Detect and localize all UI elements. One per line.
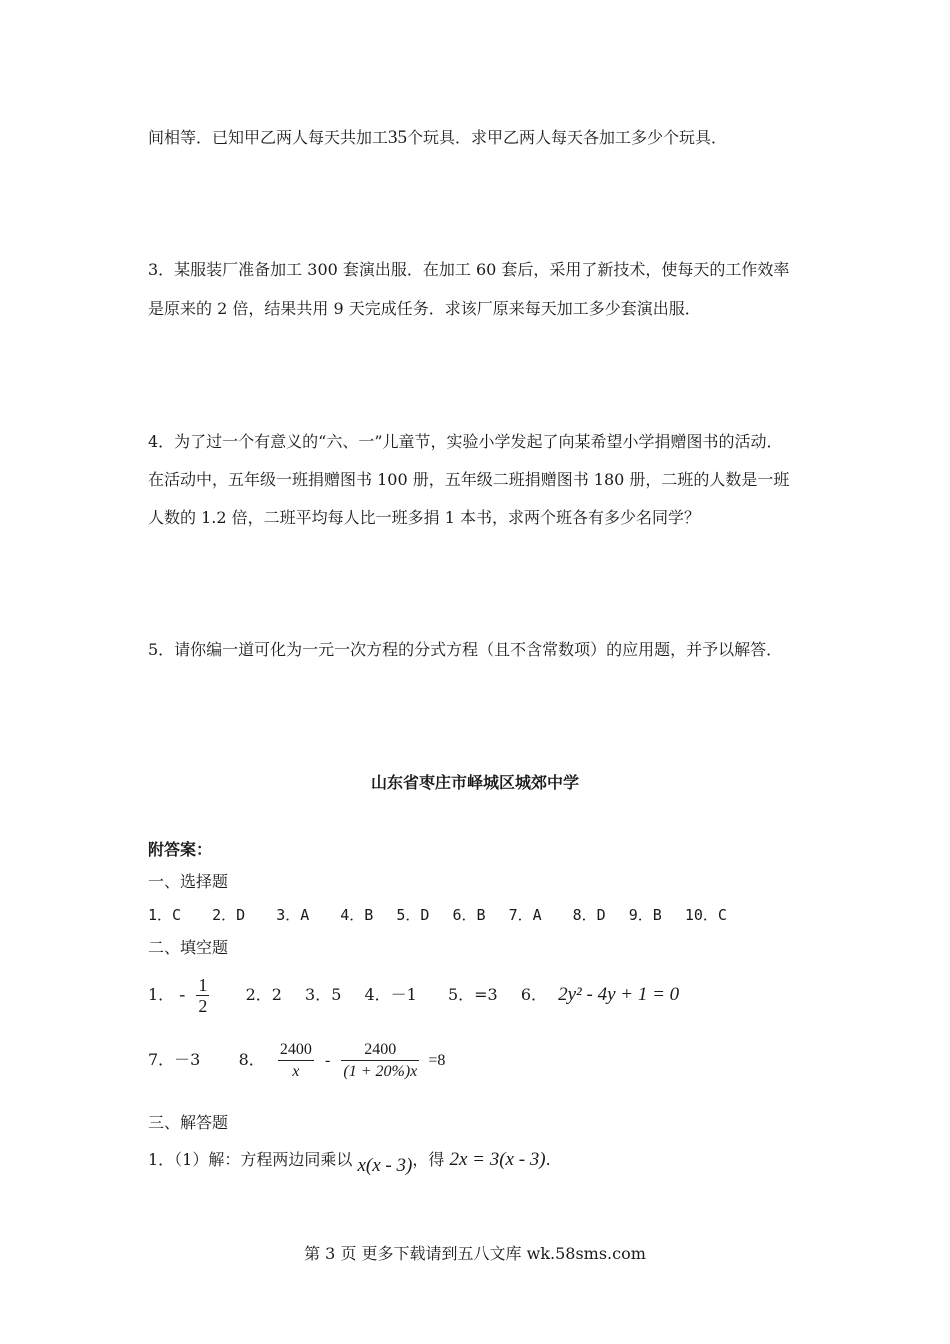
fill-7: 7．－3 [148, 1050, 201, 1069]
fill-8-minus: - [324, 1052, 331, 1069]
fill-8-label: 8． [238, 1050, 265, 1069]
solve-1-end: . [545, 1150, 551, 1169]
fill-6-equation: 2y² - 4y + 1 = 0 [558, 984, 680, 1005]
fill-3: 3．5 [305, 985, 342, 1004]
choice-answer: 7．A [508, 906, 542, 924]
section-3-title: 三、解答题 [148, 1113, 229, 1132]
fraction-denominator: x [278, 1060, 314, 1082]
fill-1-label: 1． [148, 985, 175, 1004]
choice-answer: 1．C [148, 906, 182, 924]
fraction-numerator: 2400 [364, 1041, 397, 1058]
section-2-title: 二、填空题 [148, 938, 229, 957]
fill-5: 5．=3 [447, 985, 498, 1004]
section-1-title: 一、选择题 [148, 872, 229, 891]
solve-1-mid: ，得 [412, 1150, 445, 1169]
choice-answer: 4．B [340, 906, 374, 924]
p2-number: 35 [388, 127, 408, 148]
fill-8-rhs: =8 [428, 1052, 446, 1069]
choice-answer: 8．D [572, 906, 606, 924]
school-heading: 山东省枣庄市峄城区城郊中学 [370, 773, 579, 792]
fraction-numerator: 2400 [279, 1041, 312, 1058]
fill-6-label: 6． [520, 985, 548, 1004]
problem-4-line-1: 4．为了过一个有意义的“六、一”儿童节，实验小学发起了向某希望小学捐赠图书的活动． [148, 432, 783, 451]
fraction-denominator: 2 [198, 996, 208, 1016]
fraction-denominator: (1 + 20%)x [341, 1060, 419, 1082]
choice-answers [148, 904, 727, 926]
choice-answer: 6．B [452, 906, 486, 924]
problem-5-line-1: 5．请你编一道可化为一元一次方程的分式方程（且不含常数项）的应用题，并予以解答． [148, 640, 783, 659]
solve-1-line [148, 1145, 551, 1175]
fill-4: 4．－1 [364, 985, 417, 1004]
p2-text-b: 个玩具．求甲乙两人每天各加工多少个玩具． [407, 128, 728, 147]
choice-answer: 2．D [212, 906, 246, 924]
answers-title: 附答案： [148, 840, 213, 859]
fill-1-sign: - [179, 984, 186, 1004]
solve-1-expr-1: x(x - 3) [357, 1155, 413, 1176]
problem-2-continuation [148, 127, 727, 149]
problem-4-line-2: 在活动中，五年级一班捐赠图书 100 册，五年级二班捐赠图书 180 册，二班的人数是一班 [148, 470, 790, 489]
choice-answer: 10．C [684, 906, 727, 924]
p2-text-a: 间相等．已知甲乙两人每天共加工 [148, 128, 389, 147]
fill-8-fraction-2 [341, 1039, 419, 1082]
choice-answer: 9．B [628, 906, 662, 924]
choice-answer: 3．A [276, 906, 310, 924]
problem-3-line-1: 3．某服装厂准备加工 300 套演出服．在加工 60 套后，采用了新技术，使每天的工作效率 [148, 260, 790, 279]
problem-4-line-3: 人数的 1.2 倍，二班平均每人比一班多捐 1 本书，求两个班各有多少名同学？ [148, 508, 700, 527]
fill-2: 2．2 [245, 985, 282, 1004]
solve-1-text: 1．（1）解：方程两边同乘以 [148, 1150, 353, 1169]
problem-3-line-2: 是原来的 2 倍，结果共用 9 天完成任务．求该厂原来每天加工多少套演出服． [148, 299, 701, 318]
page-footer: 第 3 页 更多下载请到五八文库 wk.58sms.com [304, 1244, 646, 1263]
fraction-numerator: 1 [198, 975, 208, 995]
fill-answers-row-2 [148, 1037, 445, 1083]
choice-answer: 5．D [396, 906, 430, 924]
fill-1-fraction [196, 975, 209, 1016]
fill-8-fraction-1 [278, 1039, 314, 1082]
fill-answers-row-1 [148, 972, 679, 1016]
solve-1-expr-2: 2x = 3(x - 3) [449, 1149, 546, 1170]
